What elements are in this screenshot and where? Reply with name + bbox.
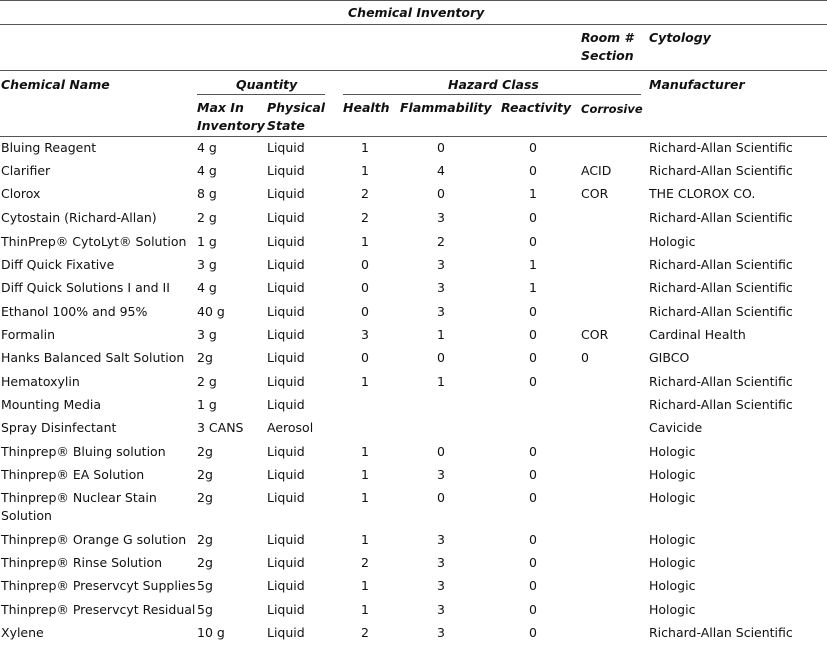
reactivity-cell: 0 [529,490,537,505]
manufacturer-cell: Hologic [649,578,696,593]
chemical-name-cell: Thinprep® Preservcyt Residual [1,602,196,617]
health-cell: 1 [361,234,369,249]
health-cell: 1 [361,467,369,482]
flammability-cell: 0 [437,350,445,365]
max-in-inventory-cell: 2g [197,350,213,365]
header-health: Health [343,100,390,115]
header-hazard-class: Hazard Class [448,77,539,92]
flammability-cell: 3 [437,467,445,482]
health-cell: 1 [361,374,369,389]
health-cell: 2 [361,555,369,570]
health-cell: 1 [361,532,369,547]
header-manufacturer: Manufacturer [649,77,745,92]
manufacturer-cell: GIBCO [649,350,690,365]
header-max-in-inventory: Max In Inventory [197,100,265,133]
manufacturer-cell: Hologic [649,602,696,617]
flammability-cell: 3 [437,304,445,319]
flammability-cell: 3 [437,210,445,225]
max-in-inventory-cell: 2 g [197,374,217,389]
reactivity-cell: 0 [529,532,537,547]
chemical-name-cell: Clarifier [1,163,51,178]
chemical-name-cell: Diff Quick Solutions I and II [1,280,170,295]
flammability-cell: 3 [437,625,445,640]
reactivity-cell: 1 [529,257,537,272]
rule-under-quantity [197,94,325,95]
health-cell: 1 [361,140,369,155]
max-in-inventory-cell: 8 g [197,186,217,201]
max-in-inventory-cell: 2g [197,555,213,570]
manufacturer-cell: Hologic [649,444,696,459]
reactivity-cell: 0 [529,210,537,225]
corrosive-cell: COR [581,186,609,201]
physical-state-cell: Liquid [267,140,305,155]
manufacturer-cell: Richard-Allan Scientific [649,280,793,295]
max-in-inventory-cell: 5g [197,602,213,617]
chemical-name-cell: Formalin [1,327,56,342]
chemical-name-cell: Thinprep® Nuclear Stain Solution [1,490,157,523]
corrosive-cell: 0 [581,350,589,365]
rule-under-hazard-class [343,94,641,95]
reactivity-cell: 0 [529,374,537,389]
physical-state-cell: Liquid [267,186,305,201]
physical-state-cell: Aerosol [267,420,314,435]
manufacturer-cell: Richard-Allan Scientific [649,304,793,319]
physical-state-cell: Liquid [267,578,305,593]
manufacturer-cell: Richard-Allan Scientific [649,210,793,225]
health-cell: 1 [361,578,369,593]
chemical-name-cell: Hanks Balanced Salt Solution [1,350,185,365]
manufacturer-cell: Richard-Allan Scientific [649,374,793,389]
rule-top [0,0,827,1]
flammability-cell: 3 [437,257,445,272]
header-reactivity: Reactivity [501,100,572,115]
max-in-inventory-cell: 2g [197,532,213,547]
header-chemical-name: Chemical Name [1,77,110,92]
chemical-name-cell: Thinprep® Orange G solution [1,532,187,547]
header-physical-state: Physical State [267,100,326,133]
physical-state-cell: Liquid [267,350,305,365]
physical-state-cell: Liquid [267,444,305,459]
table-title: Chemical Inventory [348,5,485,20]
reactivity-cell: 0 [529,140,537,155]
max-in-inventory-cell: 3 g [197,257,217,272]
header-flammability: Flammability [400,100,492,115]
physical-state-cell: Liquid [267,304,305,319]
manufacturer-cell: Richard-Allan Scientific [649,625,793,640]
physical-state-cell: Liquid [267,602,305,617]
health-cell: 0 [361,304,369,319]
reactivity-cell: 0 [529,234,537,249]
corrosive-cell: COR [581,327,609,342]
physical-state-cell: Liquid [267,163,305,178]
chemical-name-cell: Thinprep® Rinse Solution [1,555,163,570]
reactivity-cell: 0 [529,163,537,178]
chemical-name-cell: Thinprep® EA Solution [1,467,145,482]
physical-state-cell: Liquid [267,397,305,412]
physical-state-cell: Liquid [267,234,305,249]
manufacturer-cell: Cavicide [649,420,703,435]
chemical-name-cell: Clorox [1,186,41,201]
physical-state-cell: Liquid [267,280,305,295]
flammability-cell: 1 [437,327,445,342]
max-in-inventory-cell: 5g [197,578,213,593]
physical-state-cell: Liquid [267,490,305,505]
reactivity-cell: 0 [529,602,537,617]
reactivity-cell: 0 [529,350,537,365]
manufacturer-cell: Hologic [649,555,696,570]
manufacturer-cell: Richard-Allan Scientific [649,140,793,155]
max-in-inventory-cell: 2g [197,490,213,505]
reactivity-cell: 0 [529,444,537,459]
flammability-cell: 0 [437,186,445,201]
chemical-name-cell: Bluing Reagent [1,140,97,155]
manufacturer-cell: THE CLOROX CO. [649,186,756,201]
chemical-name-cell: ThinPrep® CytoLyt® Solution [1,234,187,249]
reactivity-cell: 0 [529,304,537,319]
health-cell: 2 [361,186,369,201]
chemical-name-cell: Xylene [1,625,44,640]
max-in-inventory-cell: 40 g [197,304,225,319]
reactivity-cell: 1 [529,280,537,295]
max-in-inventory-cell: 2g [197,444,213,459]
flammability-cell: 3 [437,555,445,570]
physical-state-cell: Liquid [267,374,305,389]
health-cell: 2 [361,625,369,640]
health-cell: 1 [361,602,369,617]
header-room-section: Room # Section [581,30,634,63]
flammability-cell: 3 [437,578,445,593]
health-cell: 0 [361,280,369,295]
physical-state-cell: Liquid [267,555,305,570]
chemical-name-cell: Thinprep® Bluing solution [1,444,166,459]
chemical-name-cell: Hematoxylin [1,374,80,389]
header-cytology: Cytology [649,30,711,45]
chemical-name-cell: Thinprep® Preservcyt Supplies [1,578,196,593]
max-in-inventory-cell: 3 CANS [197,420,244,435]
physical-state-cell: Liquid [267,625,305,640]
flammability-cell: 3 [437,280,445,295]
max-in-inventory-cell: 1 g [197,234,217,249]
manufacturer-cell: Richard-Allan Scientific [649,257,793,272]
flammability-cell: 3 [437,602,445,617]
reactivity-cell: 0 [529,327,537,342]
manufacturer-cell: Hologic [649,532,696,547]
max-in-inventory-cell: 2 g [197,210,217,225]
corrosive-cell: ACID [581,163,612,178]
manufacturer-cell: Cardinal Health [649,327,746,342]
flammability-cell: 0 [437,140,445,155]
physical-state-cell: Liquid [267,210,305,225]
manufacturer-cell: Hologic [649,234,696,249]
reactivity-cell: 0 [529,555,537,570]
flammability-cell: 0 [437,444,445,459]
chemical-name-cell: Mounting Media [1,397,102,412]
reactivity-cell: 0 [529,467,537,482]
flammability-cell: 4 [437,163,445,178]
physical-state-cell: Liquid [267,327,305,342]
manufacturer-cell: Richard-Allan Scientific [649,397,793,412]
health-cell: 2 [361,210,369,225]
header-quantity: Quantity [236,77,298,92]
health-cell: 3 [361,327,369,342]
health-cell: 1 [361,444,369,459]
manufacturer-cell: Hologic [649,490,696,505]
chemical-name-cell: Diff Quick Fixative [1,257,115,272]
manufacturer-cell: Hologic [649,467,696,482]
rule-under-header [0,136,827,137]
reactivity-cell: 0 [529,578,537,593]
reactivity-cell: 1 [529,186,537,201]
health-cell: 1 [361,163,369,178]
health-cell: 0 [361,350,369,365]
rule-under-title [0,24,827,25]
max-in-inventory-cell: 4 g [197,163,217,178]
max-in-inventory-cell: 3 g [197,327,217,342]
max-in-inventory-cell: 4 g [197,280,217,295]
chemical-name-cell: Spray Disinfectant [1,420,117,435]
max-in-inventory-cell: 2g [197,467,213,482]
header-corrosive: Corrosive [581,102,643,116]
flammability-cell: 0 [437,490,445,505]
chemical-name-cell: Cytostain (Richard-Allan) [1,210,157,225]
rule-under-room-section [0,70,827,71]
physical-state-cell: Liquid [267,467,305,482]
max-in-inventory-cell: 1 g [197,397,217,412]
physical-state-cell: Liquid [267,257,305,272]
max-in-inventory-cell: 10 g [197,625,225,640]
manufacturer-cell: Richard-Allan Scientific [649,163,793,178]
chemical-name-cell: Ethanol 100% and 95% [1,304,148,319]
health-cell: 1 [361,490,369,505]
max-in-inventory-cell: 4 g [197,140,217,155]
reactivity-cell: 0 [529,625,537,640]
health-cell: 0 [361,257,369,272]
flammability-cell: 3 [437,532,445,547]
flammability-cell: 1 [437,374,445,389]
physical-state-cell: Liquid [267,532,305,547]
flammability-cell: 2 [437,234,445,249]
